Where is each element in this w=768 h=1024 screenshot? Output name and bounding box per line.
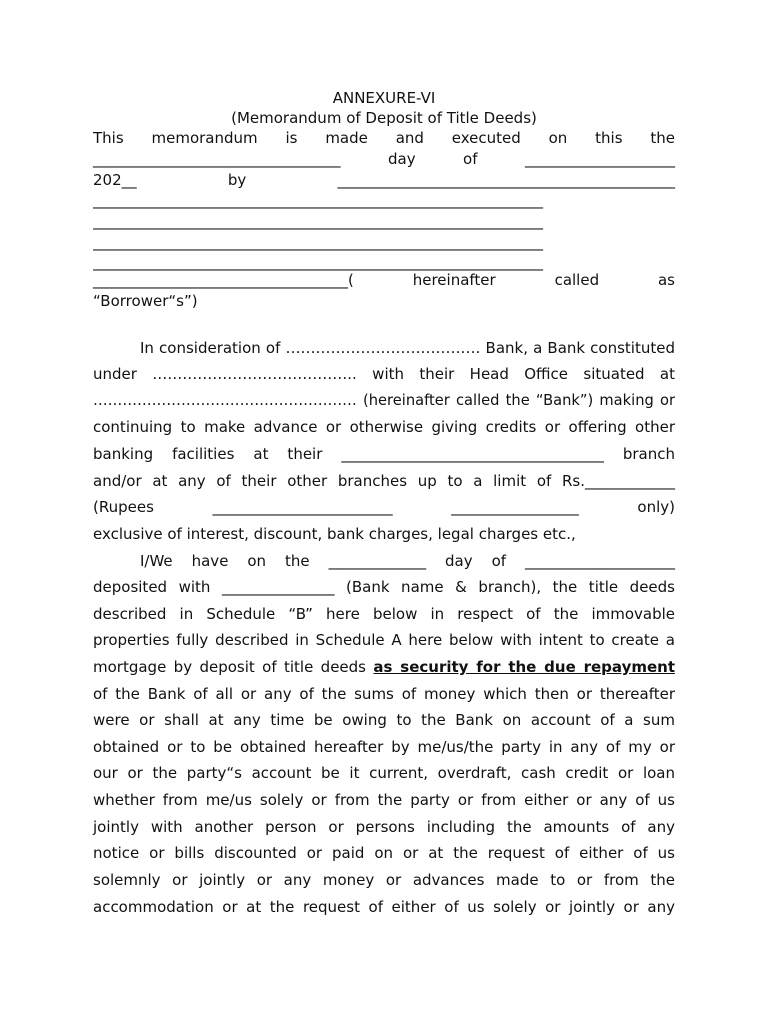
paragraph-line: I/We have on the _____________ day of ____________________: [140, 552, 675, 570]
header-line: __________________________________( hereinafter called as: [93, 271, 675, 289]
paragraph-line: whether from me/us solely or from the party or from either or any of us: [93, 791, 675, 809]
paragraph-line: ……………………………………………… (hereinafter called the “Bank”) making or: [93, 392, 675, 409]
paragraph-line: accommodation or at the request of either of us solely or jointly or any: [93, 898, 675, 916]
blank-line: ____________________________________________________________: [93, 233, 543, 251]
blank-line: ____________________________________________________________: [93, 191, 543, 209]
blank-line: ____________________________________________________________: [93, 212, 543, 230]
paragraph-line: and/or at any of their other branches up to a limit of Rs.____________: [93, 472, 675, 490]
borrower-label: “Borrower“s”): [93, 292, 198, 310]
paragraph-line: continuing to make advance or otherwise giving credits or offering other: [93, 418, 675, 436]
paragraph-line: In consideration of ………………………………… Bank, a Bank constituted: [140, 339, 675, 357]
paragraph-line: described in Schedule “B” here below in respect of the immovable: [93, 605, 675, 623]
paragraph-line: solemnly or jointly or any money or advances made to or from the: [93, 871, 675, 889]
paragraph-line: deposited with _______________ (Bank name & branch), the title deeds: [93, 578, 675, 596]
document-heading: ANNEXURE-VI: [332, 89, 436, 107]
paragraph-line: our or the party“s account be it current, overdraft, cash credit or loan: [93, 764, 675, 782]
paragraph-line: (Rupees ________________________ _________________ only): [93, 498, 675, 516]
paragraph-line: notice or bills discounted or paid on or at the request of either of us: [93, 844, 675, 862]
header-line: This memorandum is made and executed on this the: [93, 129, 675, 147]
header-line: 202__ by _____________________________________________: [93, 171, 675, 189]
blank-line: ____________________________________________________________: [93, 253, 543, 271]
paragraph-line: were or shall at any time be owing to the Bank on account of a sum: [93, 711, 675, 729]
paragraph-line: jointly with another person or persons including the amounts of any: [93, 818, 675, 836]
security-emphasis: as security for the due repayment: [373, 658, 675, 676]
mortgage-text: mortgage by deposit of title deeds: [93, 658, 366, 676]
paragraph-line: properties fully described in Schedule A here below with intent to create a: [93, 631, 675, 649]
paragraph-line: exclusive of interest, discount, bank charges, legal charges etc.,: [93, 525, 576, 543]
paragraph-line: of the Bank of all or any of the sums of money which then or thereafter: [93, 685, 675, 703]
paragraph-line: under ………………………………….. with their Head Office situated at: [93, 365, 675, 383]
paragraph-line: obtained or to be obtained hereafter by me/us/the party in any of my or: [93, 738, 675, 756]
header-line: _________________________________ day of ____________________: [93, 150, 675, 168]
paragraph-line: [93, 657, 675, 677]
paragraph-line: banking facilities at their ___________________________________ branch: [93, 445, 675, 463]
document-subheading: (Memorandum of Deposit of Title Deeds): [231, 109, 537, 127]
